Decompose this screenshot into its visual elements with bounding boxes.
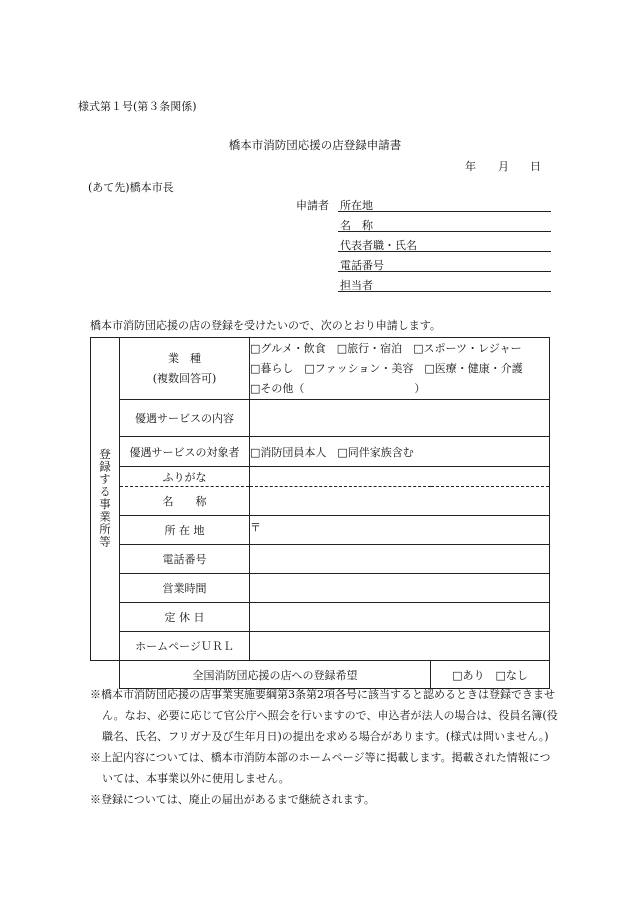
service-content-field[interactable] (250, 400, 550, 437)
category-options-line-3[interactable]: □その他（ ） (250, 381, 426, 395)
applicant-representative-field[interactable] (338, 251, 551, 252)
applicant-contact-field[interactable] (338, 291, 551, 292)
service-target-label: 優遇サービスの対象者 (120, 437, 250, 467)
date-year: 年 (465, 160, 476, 173)
note-2: ※上記内容については、橋本市消防本部のホームページ等に掲載します。掲載された情報については、本事業以外に使用しません。 (90, 751, 551, 785)
note-1: ※橋本市消防団応援の店事業実施要綱第3条第2項各号に該当すると認めるときは登録できません。なお、必要に応じて官公庁へ照会を行いますので、申込者が法人の場合は、役員名簿(役職名、氏名、フリガナ及び生年月日)の提出を求める場合があります。(様式は問いません。) (90, 688, 558, 743)
applicant-name-label: 名 称 (340, 219, 373, 232)
hours-field[interactable] (250, 574, 550, 603)
applicant-contact-label: 担当者 (340, 279, 373, 292)
addressee: (あて先)橋本市長 (88, 181, 174, 194)
table-row (91, 632, 550, 661)
applicant-phone-label: 電話番号 (340, 259, 384, 272)
table-row (91, 487, 550, 516)
hours-label: 営業時間 (120, 574, 250, 603)
homepage-label: ホームページＵＲＬ (120, 632, 250, 661)
table-row (91, 516, 550, 545)
notes (90, 684, 560, 810)
applicant-phone-field[interactable] (338, 271, 551, 272)
table-row (91, 603, 550, 632)
national-options[interactable]: □あり □なし (431, 661, 550, 689)
applicant-address-label: 所在地 (340, 199, 373, 212)
category-label-cell (120, 338, 250, 400)
registration-table (90, 337, 550, 689)
date-month: 月 (498, 160, 509, 173)
form-number: 様式第１号(第３条関係) (78, 100, 197, 113)
applicant-representative-label: 代表者職・氏名 (340, 239, 417, 252)
intro-text: 橋本市消防団応援の店の登録を受けたいので、次のとおり申請します。 (90, 319, 441, 332)
document-title: 橋本市消防団応援の店登録申請書 (228, 138, 402, 152)
furigana-label: ふりがな (120, 467, 250, 487)
postal-mark: 〒 (250, 521, 261, 534)
business-name-field[interactable] (250, 487, 550, 516)
service-target-options[interactable]: □消防団員本人 □同伴家族含む (250, 437, 550, 467)
category-hint: (複数回答可) (152, 371, 217, 385)
homepage-field[interactable] (250, 632, 550, 661)
applicant-label: 申請者 (296, 199, 329, 212)
phone-label: 電話番号 (120, 545, 250, 574)
location-field[interactable] (250, 516, 550, 545)
location-label: 所 在 地 (120, 516, 250, 545)
national-label: 全国消防団応援の店への登録希望 (120, 661, 431, 689)
table-row (91, 467, 550, 487)
applicant-name-field[interactable] (338, 231, 551, 232)
furigana-field[interactable] (250, 467, 550, 487)
category-options-line-1[interactable]: □グルメ・飲食 □旅行・宿泊 □スポーツ・レジャー (250, 341, 522, 355)
holiday-label: 定 休 日 (120, 603, 250, 632)
holiday-field[interactable] (250, 603, 550, 632)
category-label: 業 種 (168, 351, 201, 365)
business-name-label: 名 称 (120, 487, 250, 516)
side-label: 登録する事業所等 (98, 447, 112, 548)
category-options-cell[interactable] (250, 338, 550, 400)
table-row (91, 400, 550, 437)
table-row (91, 338, 550, 400)
date-day: 日 (530, 160, 541, 173)
category-options-line-2[interactable]: □暮らし □ファッション・美容 □医療・健康・介護 (250, 361, 523, 375)
table-row (91, 545, 550, 574)
applicant-address-field[interactable] (338, 211, 551, 212)
table-row (91, 574, 550, 603)
phone-field[interactable] (250, 545, 550, 574)
note-3: ※登録については、廃止の届出があるまで継続されます。 (90, 793, 375, 806)
table-row (91, 437, 550, 467)
side-label-cell (91, 338, 120, 661)
service-content-label: 優遇サービスの内容 (120, 400, 250, 437)
